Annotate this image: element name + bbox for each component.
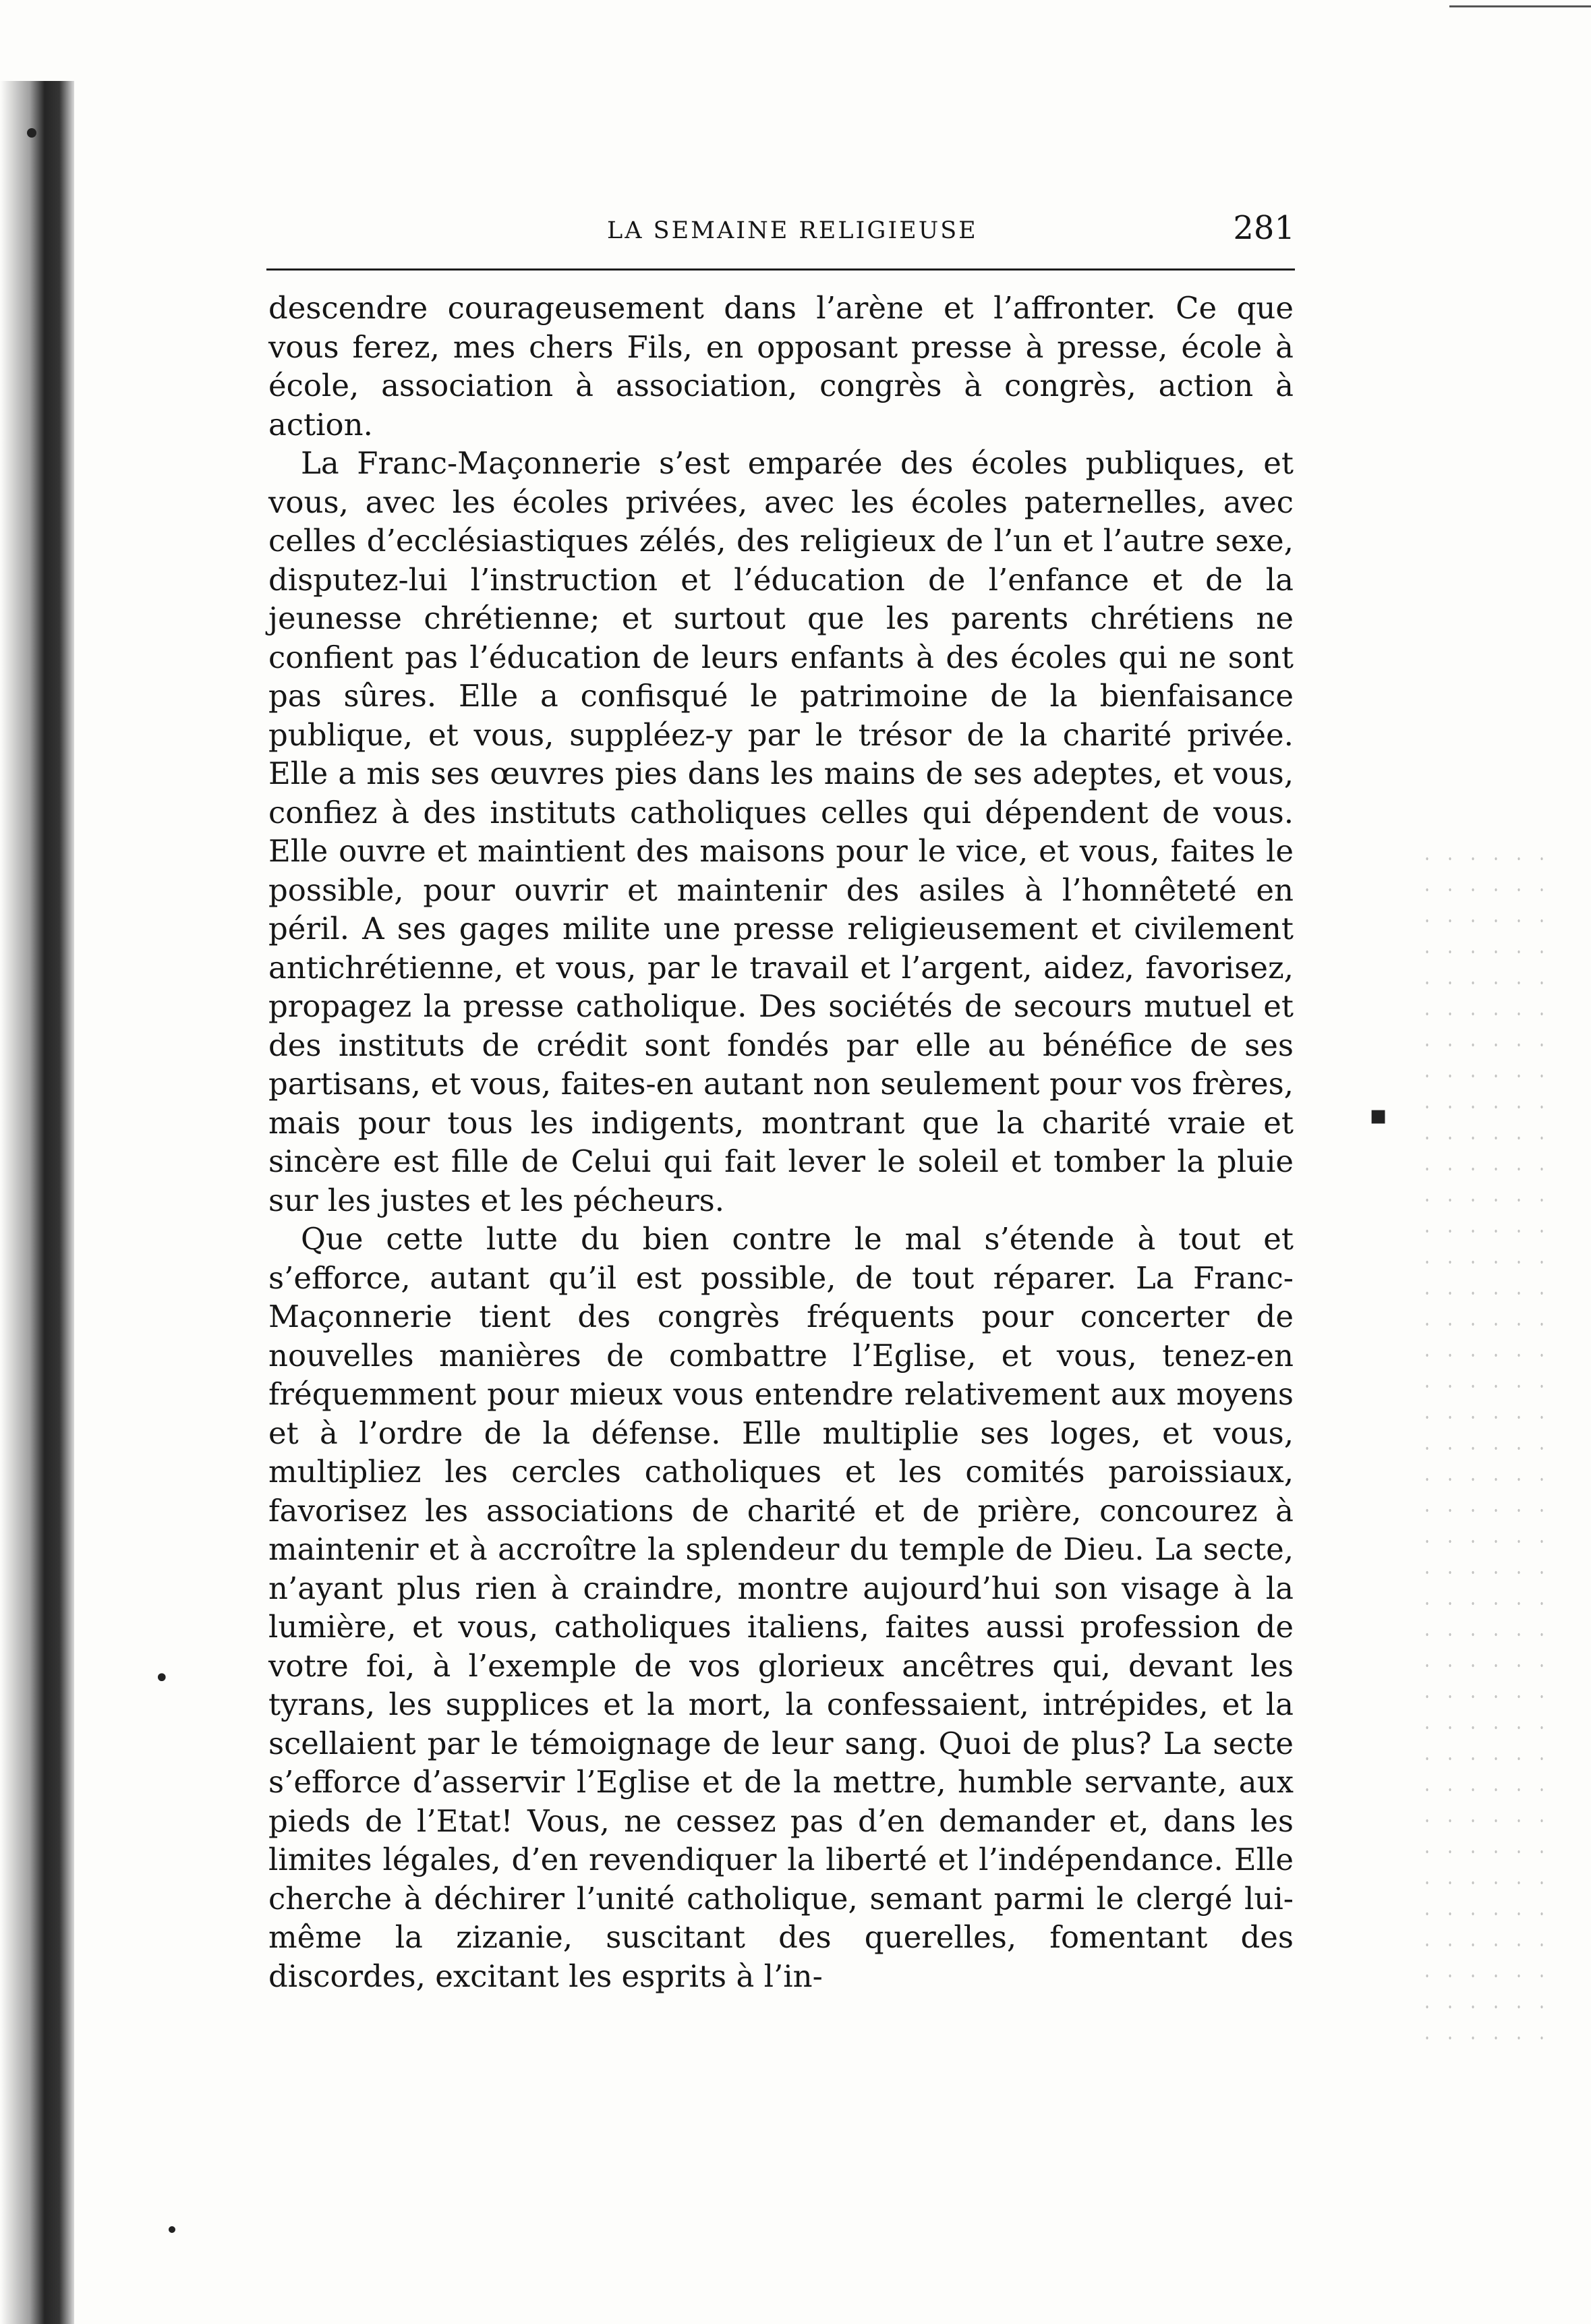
body-text	[268, 289, 1294, 1995]
scan-speck	[27, 128, 36, 138]
margin-mark: ▪	[1369, 1100, 1388, 1131]
paragraph: Que cette lutte du bien contre le mal s’étende à tout et s’efforce, autant qu’il est possible, de tout réparer. La Franc-Maçonnerie tient des congrès fréquents pour concerter de nouvelles manières de combattre l’Eglise, et vous, tenez-en fréquemment pour mieux vous entendre relativement aux moyens et à l’ordre de la défense. Elle multiplie ses loges, et vous, multipliez les cercles catholiques et les comités paroissiaux, favorisez les associations de charité et de prière, concourez à maintenir et à accroître la splendeur du temple de Dieu. La secte, n’ayant plus rien à craindre, montre aujourd’hui son visage à la lumière, et vous, catholiques italiens, faites aussi profession de votre foi, à l’exemple de vos glorieux ancêtres qui, devant les tyrans, les supplices et la mort, la confessaient, intrépides, et la scellaient par le témoignage de leur sang. Quoi de plus? La secte s’efforce d’asservir l’Eglise et de la mettre, humble servante, aux pieds de l’Etat! Vous, ne cessez pas d’en demander et, dans les limites légales, d’en revendiquer la liberté et l’indépendance. Elle cherche à déchirer l’unité catholique, semant parmi le clergé lui-même la zizanie, suscitant des querelles, fomentant des discordes, excitant les esprits à l’in-	[268, 1221, 1294, 1994]
paragraph: La Franc-Maçonnerie s’est emparée des écoles publiques, et vous, avec les écoles privées, avec les écoles paternelles, avec celles d’ecclésiastiques zélés, des religieux de l’un et l’autre sexe, disputez-lui l’instruction et l’éducation de l’enfance et de la jeunesse chrétienne; et surtout que les parents chrétiens ne confient pas l’éducation de leurs enfants à des écoles qui ne sont pas sûres. Elle a confisqué le patrimoine de la bienfaisance publique, et vous, suppléez-y par le trésor de la charité privée. Elle a mis ses œuvres pies dans les mains de ses adeptes, et vous, confiez à des instituts catholiques celles qui dépendent de vous. Elle ouvre et maintient des maisons pour le vice, et vous, faites le possible, pour ouvrir et maintenir des asiles à l’honnêteté en péril. A ses gages milite une presse religieusement et civilement antichrétienne, et vous, par le travail et l’argent, aidez, favorisez, propagez la presse catholique. Des sociétés de secours mutuel et des instituts de crédit sont fondés par elle au bénéfice de ses partisans, et vous, faites-en autant non seulement pour vos frères, mais pour tous les indigents, montrant que la charité vraie et sincère est fille de Celui qui fait lever le soleil et tomber la pluie sur les justes et les pécheurs.	[268, 445, 1294, 1218]
page-header	[270, 209, 1295, 263]
paragraph: descendre courageusement dans l’arène et l’affronter. Ce que vous ferez, mes chers Fils, en opposant presse à presse, école à école, association à association, congrès à congrès, action à action.	[268, 290, 1294, 443]
scan-speck	[169, 2226, 175, 2233]
scan-artifact-rule	[1449, 5, 1591, 7]
running-title: LA SEMAINE RELIGIEUSE	[607, 217, 978, 244]
binding-shadow	[0, 81, 74, 2324]
margin-mark: •	[154, 1663, 170, 1694]
scan-noise	[1416, 843, 1551, 2058]
page-number: 281	[1233, 209, 1295, 247]
header-rule	[266, 268, 1295, 271]
